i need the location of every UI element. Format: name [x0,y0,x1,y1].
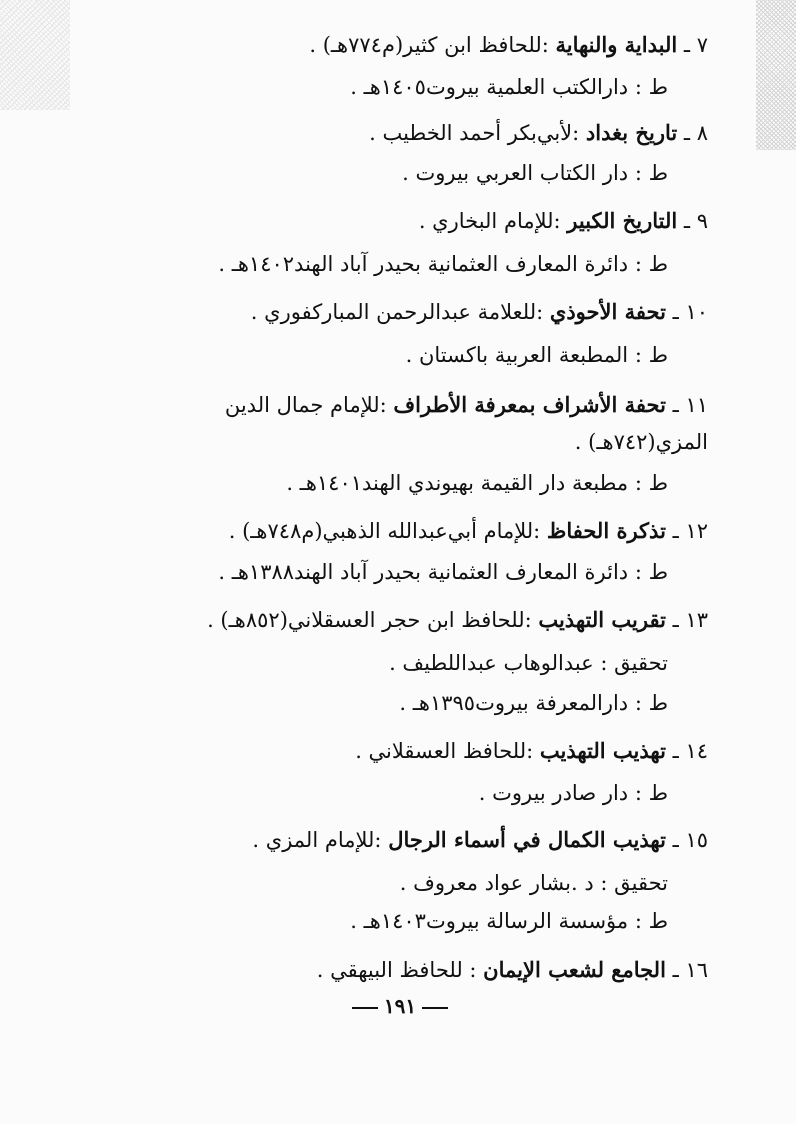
entry-14-heading: ١٤ ـ تهذيب التهذيب :للحافظ العسقلاني . [355,738,708,763]
scan-edge-left [0,0,70,110]
entry-13-heading: ١٣ ـ تقريب التهذيب :للحافظ ابن حجر العسقلاني(٨٥٢هـ) . [207,607,708,632]
entry-number: ١٠ [685,300,708,324]
entry-title: تهذيب التهذيب [539,738,666,763]
entry-11-heading: ١١ ـ تحفة الأشراف بمعرفة الأطراف :للإمام جمال الدين [224,392,708,417]
page-number: ١٩١ [383,994,417,1018]
entry-9-publisher: ط : دائرة المعارف العثمانية بحيدر آباد الهند١٤٠٢هـ . [218,252,668,276]
entry-number: ٧ [696,33,708,57]
footer-dash-left [352,1007,378,1009]
entry-10-publisher: ط : المطبعة العربية باكستان . [405,343,668,367]
entry-13-publisher: ط : دارالمعرفة بيروت١٣٩٥هـ . [399,691,668,715]
page-number-footer [300,994,500,1018]
entry-author: : للحافظ البيهقي . [316,958,484,982]
scan-edge-right [756,0,796,150]
entry-number: ٩ [696,209,708,233]
entry-15-editor: تحقيق : د .بشار عواد معروف . [399,871,668,895]
entry-author: :للحافظ العسقلاني . [355,739,540,763]
entry-11-continuation: المزي(٧٤٢هـ) . [574,430,708,454]
entry-author: :لأبي‌بكر أحمد الخطيب . [369,121,586,145]
entry-7-publisher: ط : دارالكتب العلمية بيروت١٤٠٥هـ . [350,75,668,99]
entry-title: التاريخ الكبير [567,208,678,233]
entry-title: تحفة الأحوذي [549,299,666,324]
entry-12-publisher: ط : دائرة المعارف العثمانية بحيدر آباد الهند١٣٨٨هـ . [218,560,668,584]
entry-13-editor: تحقيق : عبدالوهاب عبداللطيف . [389,651,668,675]
entry-author: :للإمام جمال الدين [224,393,394,417]
entry-15-heading: ١٥ ـ تهذيب الكمال في أسماء الرجال :للإمام المزي . [252,827,708,852]
entry-14-publisher: ط : دار صادر بيروت . [478,781,668,805]
entry-number: ١٢ [685,519,708,543]
entry-9-heading: ٩ ـ التاريخ الكبير :للإمام البخاري . [418,208,708,233]
entry-title: تقريب التهذيب [538,607,666,632]
entry-author: :للحافظ ابن كثير(م٧٧٤هـ) . [309,33,556,57]
entry-title: تهذيب الكمال في أسماء الرجال [388,827,666,852]
entry-author: :للإمام المزي . [252,828,389,852]
entry-number: ١٤ [685,739,708,763]
entry-number: ٨ [696,121,708,145]
entry-author: :للعلامة عبدالرحمن المباركفوري . [250,300,550,324]
entry-author: :للإمام البخاري . [418,209,568,233]
entry-15-publisher: ط : مؤسسة الرسالة بيروت١٤٠٣هـ . [350,909,668,933]
entry-author: :للإمام أبي‌عبدالله الذهبي(م٧٤٨هـ) . [228,519,547,543]
entry-11-publisher: ط : مطبعة دار القيمة بهيوندي الهند١٤٠١هـ . [286,471,668,495]
entry-10-heading: ١٠ ـ تحفة الأحوذي :للعلامة عبدالرحمن المباركفوري . [250,299,708,324]
footer-dash-right [422,1007,448,1009]
entry-title: الجامع لشعب الإيمان [483,957,666,982]
entry-16-heading: ١٦ ـ الجامع لشعب الإيمان : للحافظ البيهقي . [316,957,708,982]
entry-12-heading: ١٢ ـ تذكرة الحفاظ :للإمام أبي‌عبدالله الذهبي(م٧٤٨هـ) . [228,518,708,543]
entry-number: ١٣ [685,608,708,632]
entry-title: تحفة الأشراف بمعرفة الأطراف [393,392,666,417]
entry-number: ١٦ [685,958,708,982]
entry-author: :للحافظ ابن حجر العسقلاني(٨٥٢هـ) . [207,608,539,632]
entry-8-publisher: ط : دار الكتاب العربي بيروت . [402,161,668,185]
entry-number: ١٥ [685,828,708,852]
entry-title: البداية والنهاية [555,32,678,57]
entry-title: تاريخ بغداد [585,120,678,145]
entry-7-heading: ٧ ـ البداية والنهاية :للحافظ ابن كثير(م٧٧٤هـ) . [309,32,708,57]
entry-8-heading: ٨ ـ تاريخ بغداد :لأبي‌بكر أحمد الخطيب . [369,120,708,145]
entry-number: ١١ [685,393,708,417]
entry-title: تذكرة الحفاظ [546,518,666,543]
